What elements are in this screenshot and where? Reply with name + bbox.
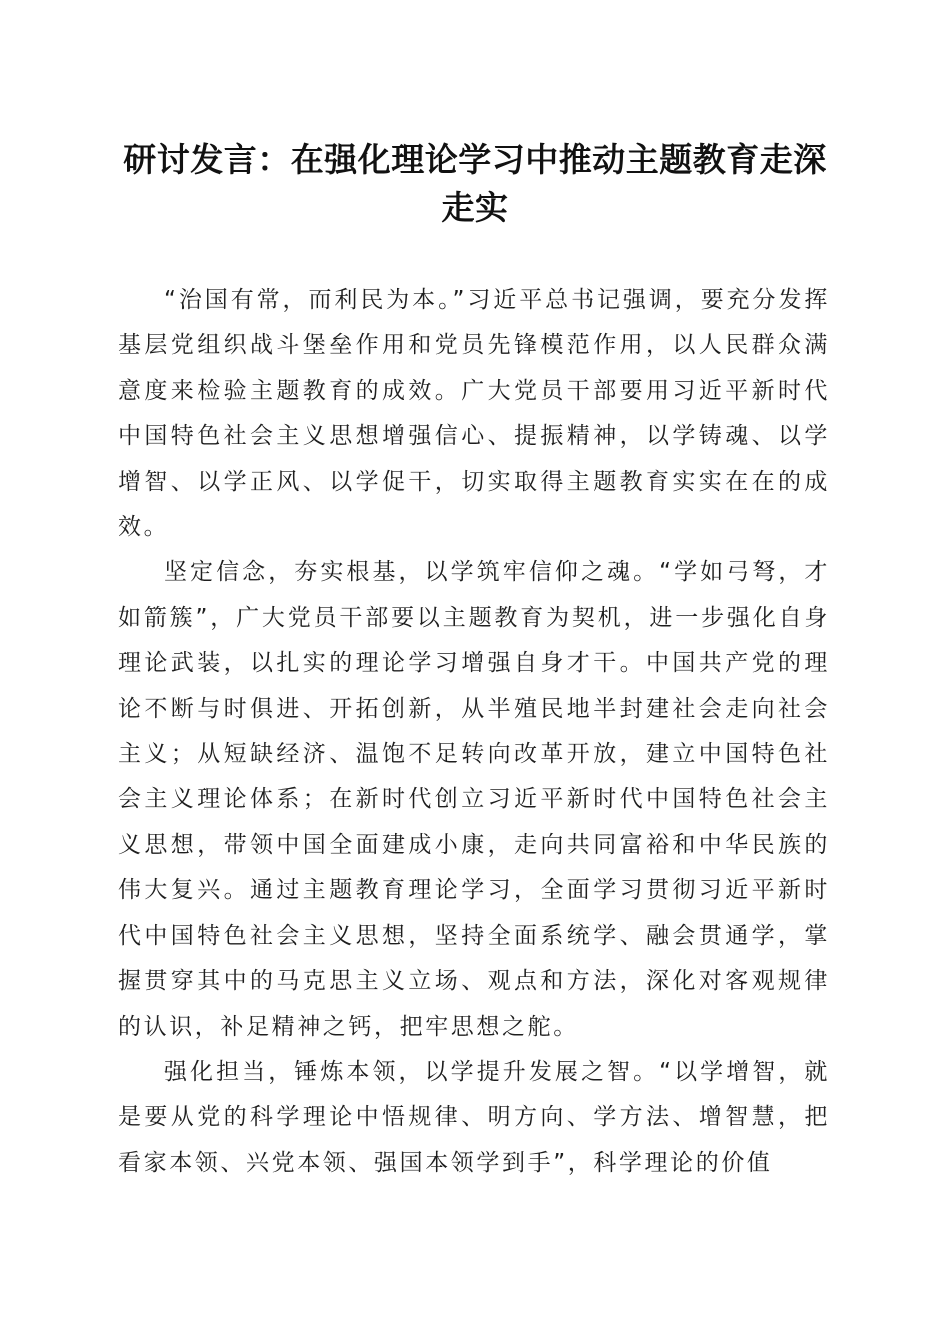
paragraph-2: 坚定信念，夯实根基，以学筑牢信仰之魂。“学如弓弩，才如箭簇”，广大党员干部要以主题教育为契机，进一步强化自身理论武装，以扎实的理论学习增强自身才干。中国共产党的理论不断与时俱进、开拓创新，从半殖民地半封建社会走向社会主义；从短缺经济、温饱不足转向改革开放，建立中国特色社会主义理论体系；在新时代创立习近平新时代中国特色社会主义思想，带领中国全面建成小康，走向共同富裕和中华民族的伟大复兴。通过主题教育理论学习，全面学习贯彻习近平新时代中国特色社会主义思想，坚持全面系统学、融会贯通学，掌握贯穿其中的马克思主义立场、观点和方法，深化对客观规律的认识，补足精神之钙，把牢思想之舵。 — [118, 559, 830, 1040]
document-title: 研讨发言：在强化理论学习中推动主题教育走深走实 — [123, 140, 827, 227]
paragraph-3: 强化担当，锤炼本领，以学提升发展之智。“以学增智，就是要从党的科学理论中悟规律、明方向、学方法、增智慧，把看家本领、兴党本领、强国本领学到手”，科学理论的价值 — [118, 1058, 830, 1176]
document-body — [118, 278, 830, 1186]
paragraph-1: “治国有常，而利民为本。”习近平总书记强调，要充分发挥基层党组织战斗堡垒作用和党员先锋模范作用，以人民群众满意度来检验主题教育的成效。广大党员干部要用习近平新时代中国特色社会主义思想增强信心、提振精神，以学铸魂、以学增智、以学正风、以学促干，切实取得主题教育实实在在的成效。 — [118, 287, 830, 541]
